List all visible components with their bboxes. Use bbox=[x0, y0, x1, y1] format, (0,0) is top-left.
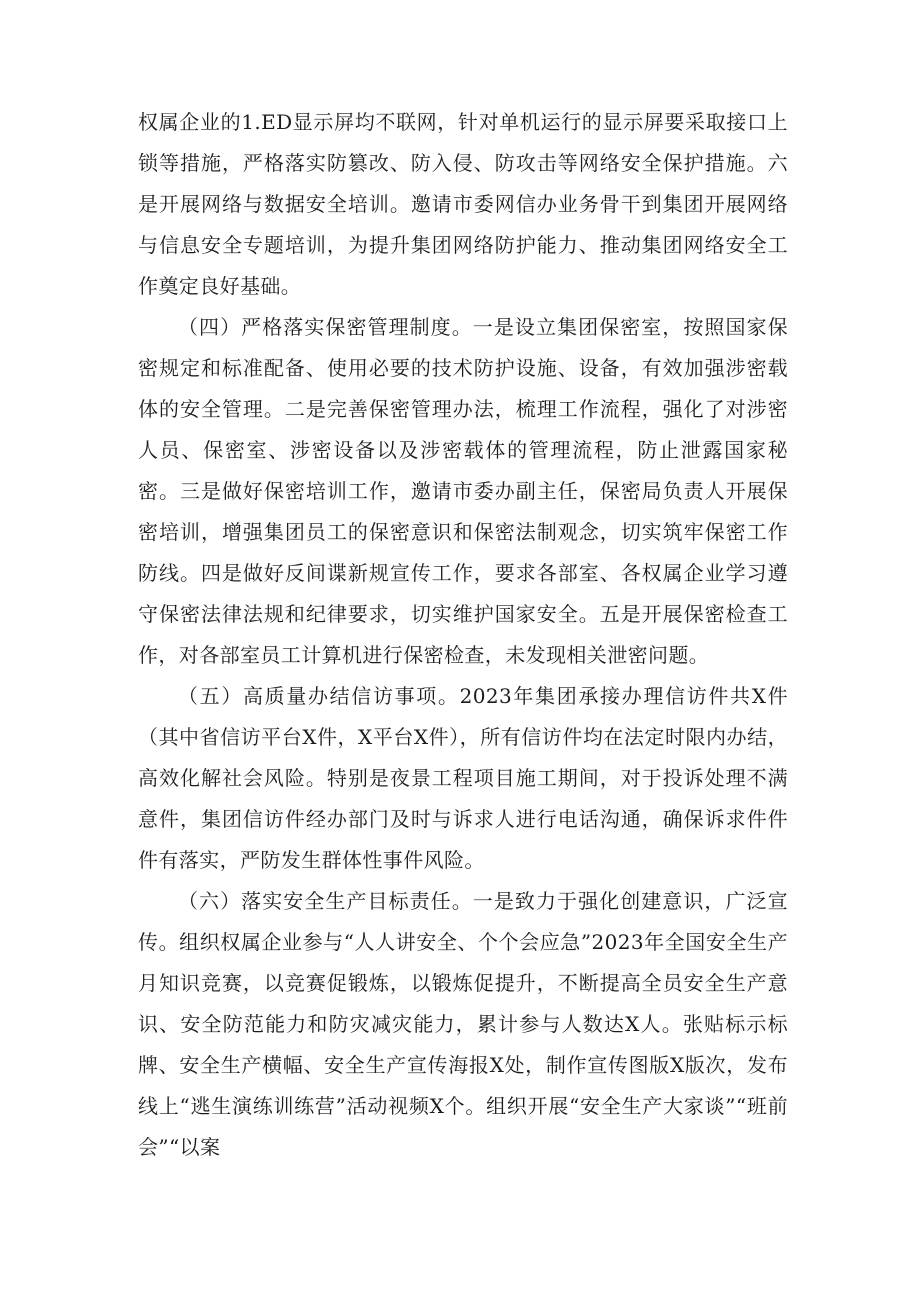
paragraph-continuation: 权属企业的1.ED显示屏均不联网，针对单机运行的显示屏要采取接口上锁等措施，严格落实防篡改、防入侵、防攻击等网络安全保护措施。六是开展网络与数据安全培训。邀请市委网信办业务骨干到集团开展网络与信息安全专题培训，为提升集团网络防护能力、推动集团网络安全工作奠定良好基础。 bbox=[138, 110, 788, 298]
document-body bbox=[138, 102, 788, 1168]
paragraph-section-5-petitions: （五）高质量办结信访事项。2023年集团承接办理信访件共X件（其中省信访平台X件，X平台X件），所有信访件均在法定时限内办结，高效化解社会风险。特别是夜景工程项目施工期间，对于投诉处理不满意件，集团信访件经办部门及时与诉求人进行电话沟通，确保诉求件件件有落实，严防发生群体性事件风险。 bbox=[138, 684, 788, 872]
paragraph-section-6-safety: （六）落实安全生产目标责任。一是致力于强化创建意识，广泛宣传。组织权属企业参与“人人讲安全、个个会应急”2023年全国安全生产月知识竞赛，以竞赛促锻炼，以锻炼促提升，不断提高全员安全生产意识、安全防范能力和防灾减灾能力，累计参与人数达X人。张贴标示标牌、安全生产横幅、安全生产宣传海报X处，制作宣传图版X版次，发布线上“逃生演练训练营”活动视频X个。组织开展“安全生产大家谈”“班前会”“以案 bbox=[138, 889, 788, 1159]
paragraph-section-4-confidentiality: （四）严格落实保密管理制度。一是设立集团保密室，按照国家保密规定和标准配备、使用必要的技术防护设施、设备，有效加强涉密载体的安全管理。二是完善保密管理办法，梳理工作流程，强化了对涉密人员、保密室、涉密设备以及涉密载体的管理流程，防止泄露国家秘密。三是做好保密培训工作，邀请市委办副主任，保密局负责人开展保密培训，增强集团员工的保密意识和保密法制观念，切实筑牢保密工作防线。四是做好反间谍新规宣传工作，要求各部室、各权属企业学习遵守保密法律法规和纪律要求，切实维护国家安全。五是开展保密检查工作，对各部室员工计算机进行保密检查，未发现相关泄密问题。 bbox=[138, 315, 788, 667]
